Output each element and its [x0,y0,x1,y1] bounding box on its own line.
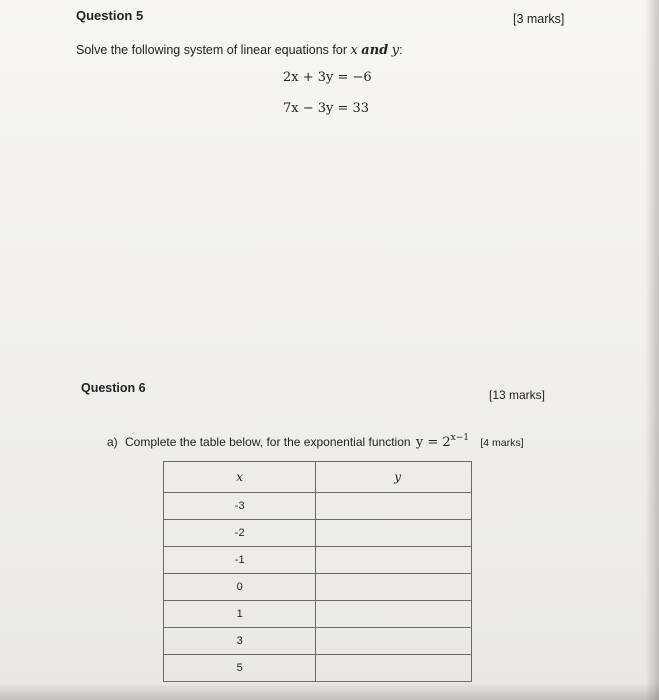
header-x: x [164,462,316,493]
y-cell[interactable] [316,601,472,628]
question-6-marks: [13 marks] [489,388,546,402]
equation-2: 7x − 3y = 33 [283,101,370,116]
prompt-and: and [361,43,389,58]
equation-1: 2x + 3y = −6 [283,70,372,85]
y-cell[interactable] [316,520,472,547]
question-5-prompt [76,43,403,58]
header-y: y [316,462,472,493]
prompt-text: Solve the following system of linear equations for [76,43,347,57]
prompt-var-y: y [391,43,400,58]
part-a-label: a) [107,435,118,449]
table-row [164,655,472,682]
x-cell: -3 [164,493,316,520]
page-bottom-shadow [0,682,659,700]
y-cell[interactable] [316,547,472,574]
part-a-marks: [4 marks] [480,437,524,449]
x-cell: 5 [164,655,316,682]
y-cell[interactable] [316,574,472,601]
x-cell: 0 [164,574,316,601]
table-header-row [164,462,472,493]
table-row [164,520,472,547]
table-row [164,574,472,601]
part-a-text: Complete the table below, for the exponential function [125,435,411,449]
page-edge-shadow [645,0,659,700]
x-cell: 1 [164,601,316,628]
x-cell: 3 [164,628,316,655]
table-row [164,601,472,628]
value-table [163,461,472,682]
x-cell: -1 [164,547,316,574]
question-5-title: Question 5 [76,8,144,23]
question-6a-prompt [107,435,524,450]
y-cell[interactable] [316,628,472,655]
question-6-title: Question 6 [81,381,146,395]
y-cell[interactable] [316,493,472,520]
exponential-function: $y = 2^{x-1}$ [415,433,470,450]
y-cell[interactable] [316,655,472,682]
prompt-var-x: x [350,43,358,58]
table-row [164,628,472,655]
prompt-colon: : [399,43,403,57]
x-cell: -2 [164,520,316,547]
table-row [164,547,472,574]
table-row [164,493,472,520]
question-5-marks: [3 marks] [513,12,565,26]
